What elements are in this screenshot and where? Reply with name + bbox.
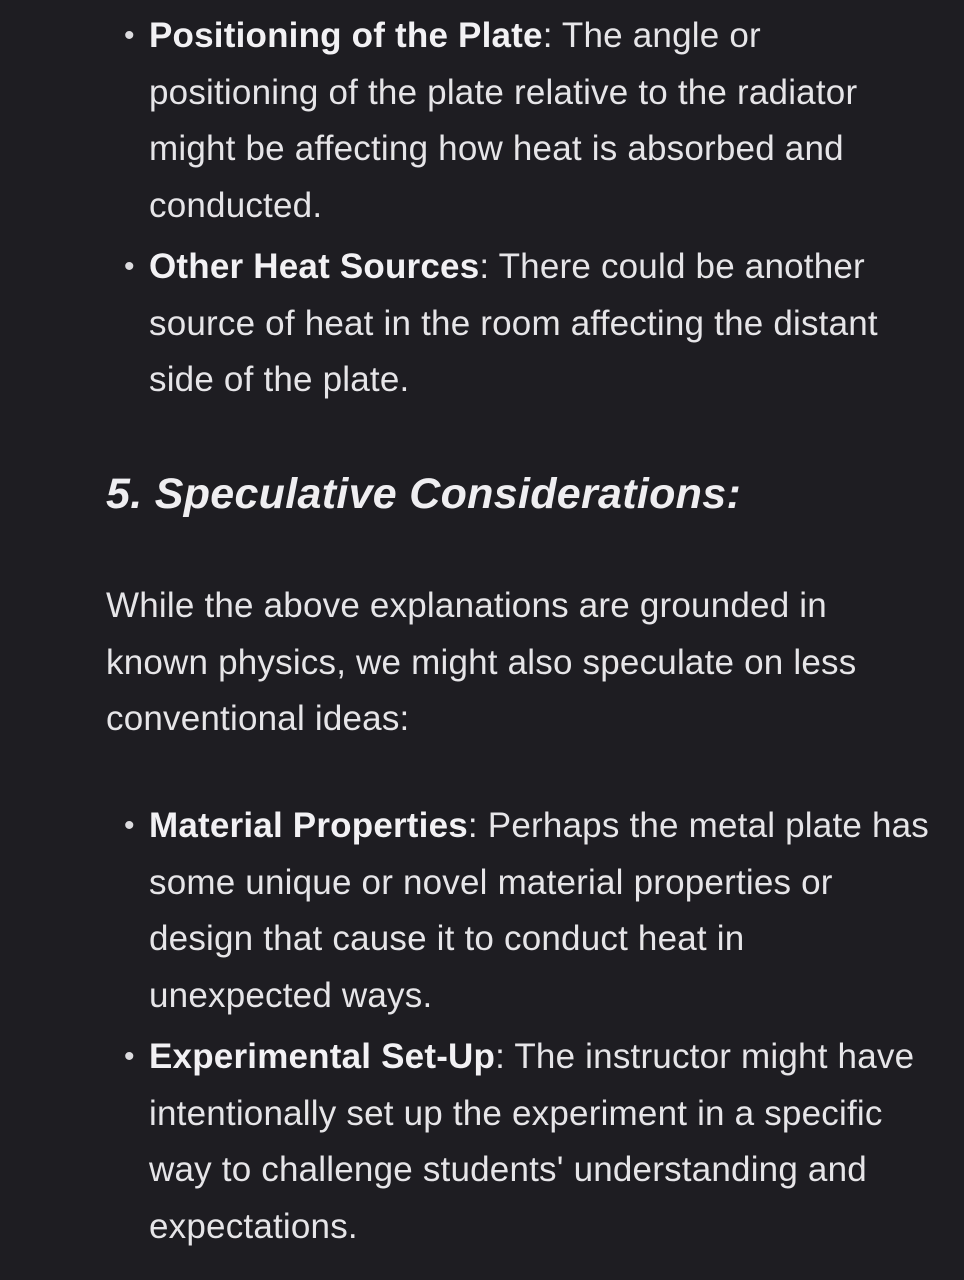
list-item-text: : The angle or positioning of the plate relative to the radiator might be affecting how heat is absorbed and conducted. — [149, 16, 858, 225]
bullet-icon: • — [124, 19, 135, 52]
list-item-term: Positioning of the Plate — [149, 16, 543, 55]
list-item — [0, 239, 964, 409]
list-item-text: : The instructor might have intentionally set up the experiment in a specific way to challenge students' understanding and expectations. — [149, 1037, 915, 1246]
bullet-list-causes — [0, 8, 964, 409]
list-item-term: Experimental Set-Up — [149, 1037, 496, 1076]
list-item-text: : There could be another source of heat in the room affecting the distant side of the plate. — [149, 247, 878, 399]
list-item — [0, 8, 964, 234]
bullet-icon: • — [124, 809, 135, 842]
section-heading: 5. Speculative Considerations: — [106, 470, 742, 518]
list-item — [0, 1029, 964, 1255]
list-item — [0, 798, 964, 1024]
section-intro-paragraph: While the above explanations are grounded in known physics, we might also speculate on less conventional ideas: — [106, 586, 857, 738]
list-item-term: Other Heat Sources — [149, 247, 480, 286]
bullet-icon: • — [124, 250, 135, 283]
bullet-list-speculations — [0, 798, 964, 1255]
list-item-text: : Perhaps the metal plate has some unique or novel material properties or design that cause it to conduct heat in unexpected ways. — [149, 806, 929, 1015]
list-item-term: Material Properties — [149, 806, 468, 845]
bullet-icon: • — [124, 1040, 135, 1073]
